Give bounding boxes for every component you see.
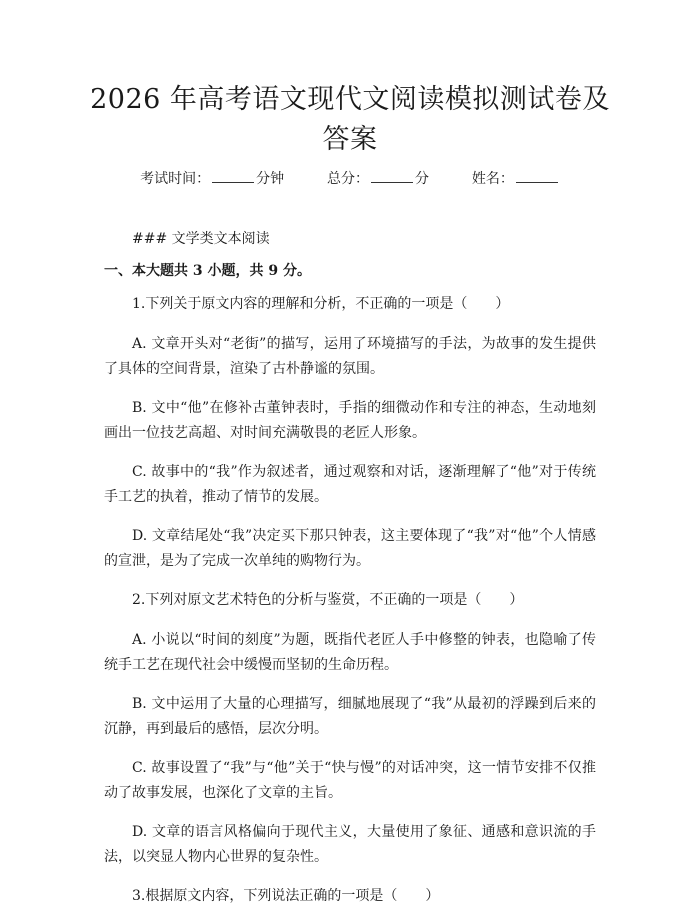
answer-option: D. 文章结尾处“我”决定买下那只钟表，这主要体现了“我”对“他”个人情感的宣泄，是为了完成一次单纯的购物行为。 — [104, 528, 596, 569]
score-blank — [371, 168, 413, 183]
time-label: 考试时间： — [140, 171, 211, 187]
section-heading: 一、本大题共 3 小题，共 9 分。 — [104, 263, 311, 279]
name-label: 姓名： — [471, 171, 514, 187]
time-unit: 分钟 — [256, 171, 285, 187]
exam-info-line — [0, 168, 700, 189]
time-blank — [212, 168, 254, 183]
answer-option: B. 文中“他”在修补古董钟表时，手指的细微动作和专注的神态，生动地刻画出一位技艺高超、对时间充满敬畏的老匠人形象。 — [104, 400, 596, 441]
name-blank — [516, 168, 558, 183]
question-list — [104, 292, 596, 924]
page-title: 2026 年高考语文现代文阅读模拟测试卷及答案 — [90, 84, 610, 155]
answer-option: A. 小说以“时间的刻度”为题，既指代老匠人手中修整的钟表，也隐喻了传统手工艺在现代社会中缓慢而坚韧的生命历程。 — [104, 632, 596, 673]
answer-option: B. 文中运用了大量的心理描写，细腻地展现了“我”从最初的浮躁到后来的沉静，再到最后的感悟，层次分明。 — [104, 696, 596, 737]
score-unit: 分 — [415, 171, 429, 187]
answer-option: C. 故事中的“我”作为叙述者，通过观察和对话，逐渐理解了“他”对于传统手工艺的执着，推动了情节的发展。 — [104, 464, 596, 505]
answer-option: D. 文章的语言风格偏向于现代主义，大量使用了象征、通感和意识流的手法，以突显人物内心世界的复杂性。 — [104, 824, 596, 865]
score-label: 总分： — [327, 171, 369, 187]
question-stem: 3.根据原文内容，下列说法正确的一项是（ ） — [132, 888, 440, 904]
question-stem: 1.下列关于原文内容的理解和分析，不正确的一项是（ ） — [132, 296, 510, 312]
subheading: ### 文学类文本阅读 — [132, 231, 270, 247]
answer-option: C. 故事设置了“我”与“他”关于“快与慢”的对话冲突，这一情节安排不仅推动了故事发展，也深化了文章的主旨。 — [104, 760, 596, 801]
question-stem: 2.下列对原文艺术特色的分析与鉴赏，不正确的一项是（ ） — [132, 592, 524, 608]
answer-option: A. 文章开头对“老街”的描写，运用了环境描写的手法，为故事的发生提供了具体的空间背景，渲染了古朴静谧的氛围。 — [104, 336, 596, 377]
